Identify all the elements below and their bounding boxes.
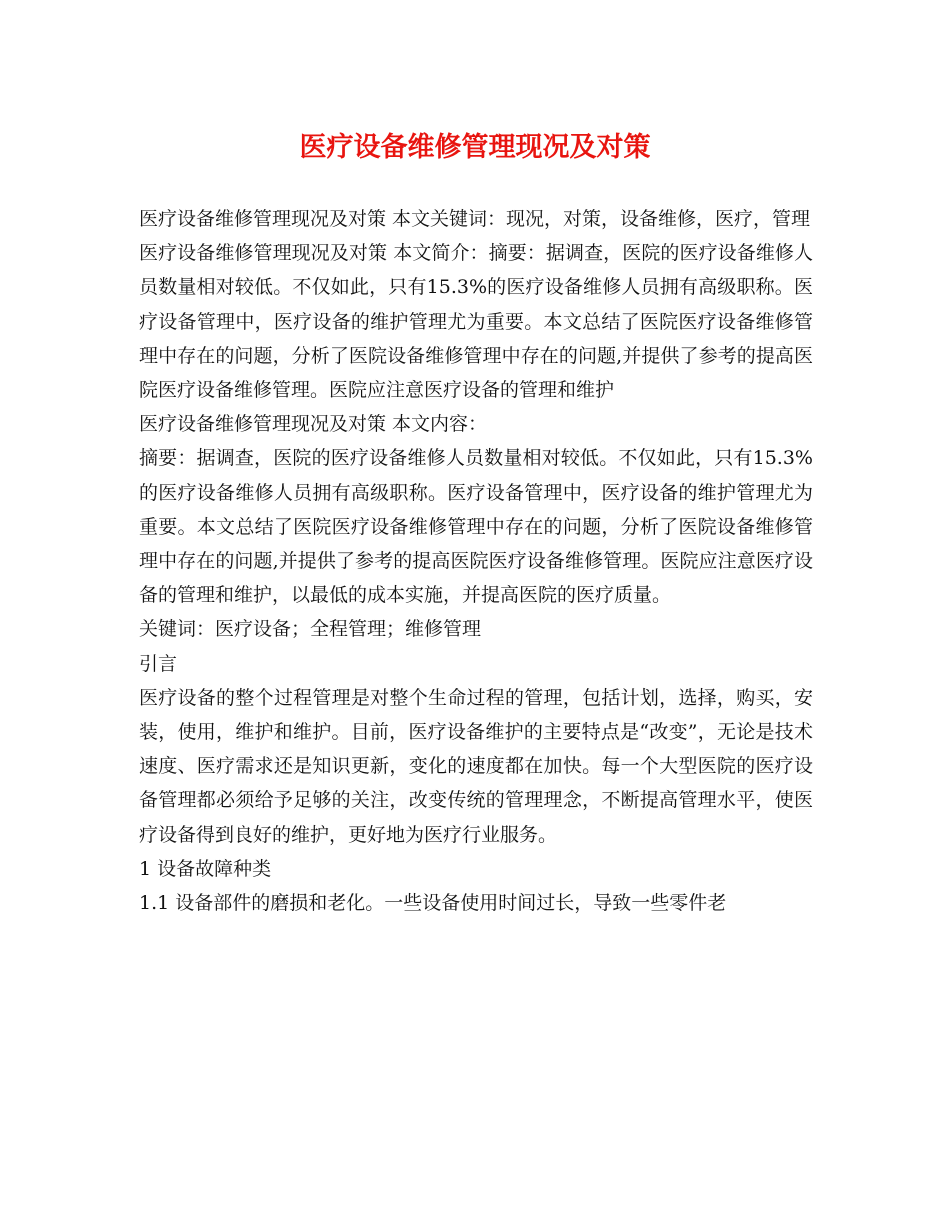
document-title: 医疗设备维修管理现况及对策: [299, 132, 651, 163]
keywords-paragraph: 关键词：医疗设备；全程管理；维修管理: [139, 618, 482, 641]
document-body: [139, 202, 813, 920]
abstract-paragraph: 摘要：据调查，医院的医疗设备维修人员数量相对较低。不仅如此，只有15.3%的医疗设备维修人员拥有高级职称。医疗设备管理中，医疗设备的维护管理尤为重要。本文总结了医院医疗设备维修管理中存在的问题，分析了医院设备维修管理中存在的问题,并提供了参考的提高医院医疗设备维修管理。医院应注意医疗设备的管理和维护，以最低的成本实施，并提高医院的医疗质量。: [139, 447, 813, 607]
section-heading-fault-types: 1 设备故障种类: [139, 857, 272, 880]
introduction-paragraph: 医疗设备的整个过程管理是对整个生命过程的管理，包括计划，选择，购买，安装，使用，维护和维护。目前，医疗设备维护的主要特点是“改变”，无论是技术速度、医疗需求还是知识更新，变化的速度都在加快。每一个大型医院的医疗设备管理都必须给予足够的关注，改变传统的管理理念，不断提高管理水平，使医疗设备得到良好的维护，更好地为医疗行业服务。: [139, 686, 813, 846]
content-heading: 医疗设备维修管理现况及对策 本文内容：: [139, 413, 488, 436]
subsection-paragraph: 1.1 设备部件的磨损和老化。一些设备使用时间过长，导致一些零件老: [139, 892, 727, 915]
summary-paragraph: 医疗设备维修管理现况及对策 本文简介：摘要：据调查，医院的医疗设备维修人员数量相对较低。不仅如此，只有15.3%的医疗设备维修人员拥有高级职称。医疗设备管理中，医疗设备的维护管理尤为重要。本文总结了医院医疗设备维修管理中存在的问题，分析了医院设备维修管理中存在的问题,并提供了参考的提高医院医疗设备维修管理。医院应注意医疗设备的管理和维护: [139, 242, 813, 402]
section-heading-introduction: 引言: [139, 652, 178, 675]
keywords-line: 医疗设备维修管理现况及对策 本文关键词：现况，对策，设备维修，医疗，管理: [139, 208, 811, 230]
